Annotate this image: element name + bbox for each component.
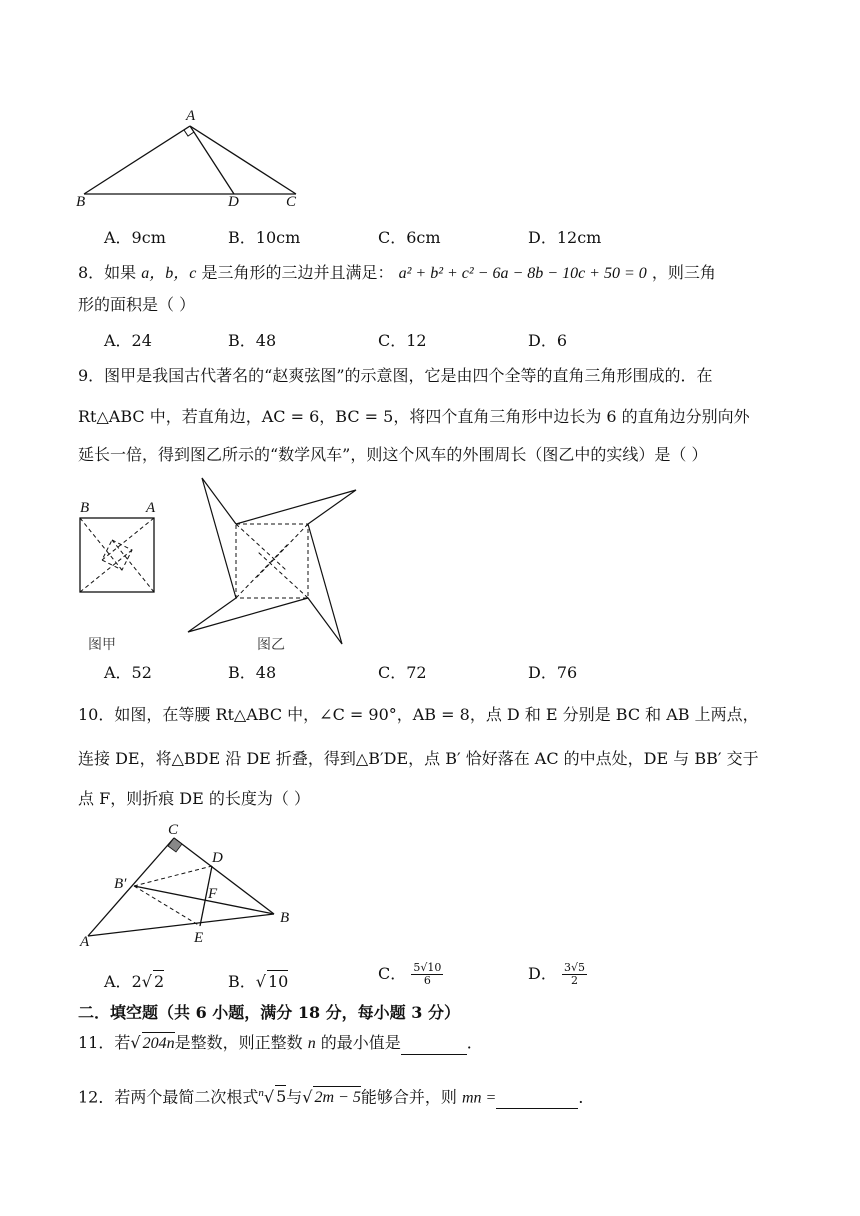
fig10-label-E: E	[194, 930, 204, 946]
q10-line-3: 点 F，则折痕 DE 的长度为（ ）	[78, 789, 310, 808]
label-B: B	[76, 194, 86, 210]
q8-option-d[interactable]: D．6	[528, 331, 568, 350]
fold-triangle-figure-q10	[78, 820, 298, 950]
fig10-label-A: A	[80, 934, 90, 950]
q8-option-a[interactable]: A．24	[104, 331, 152, 350]
fig10-label-D: D	[212, 850, 223, 866]
q7-option-b[interactable]: B．10cm	[228, 228, 301, 247]
math-windmill-diagram	[180, 474, 364, 650]
fig-jia-label-B: B	[80, 500, 90, 516]
q7-option-c[interactable]: C．6cm	[378, 228, 441, 247]
q8-option-c[interactable]: C．12	[378, 331, 427, 350]
q10-option-b[interactable]: B．√ 10	[228, 972, 289, 991]
fig10-label-B: B	[280, 910, 290, 926]
q10-line-2: 连接 DE，将△BDE 沿 DE 折叠，得到△B′DE，点 B′ 恰好落在 AC 的中点处，DE 与 BB′ 交于	[78, 749, 759, 768]
q11-answer-blank[interactable]	[401, 1032, 467, 1055]
section-2-heading: 二．填空题（共 6 小题，满分 18 分，每小题 3 分）	[78, 1003, 460, 1022]
q11-line: 11．若√ 204n是整数，则正整数 n 的最小值是 ．	[78, 1032, 483, 1055]
zhao-shuang-diagram	[78, 516, 158, 596]
q10-option-a[interactable]: A．2√ 2	[104, 972, 165, 991]
q9-option-d[interactable]: D．76	[528, 663, 578, 682]
q9-option-c[interactable]: C．72	[378, 663, 427, 682]
q8-equation: a² + b² + c² − 6a − 8b − 10c + 50 = 0	[398, 265, 647, 282]
q9-line-1: 9．图甲是我国古代著名的“赵爽弦图”的示意图，它是由四个全等的直角三角形围成的．在	[78, 366, 713, 385]
label-D: D	[228, 194, 239, 210]
fig10-label-F: F	[208, 886, 218, 902]
q10-line-1: 10．如图，在等腰 Rt△ABC 中，∠C = 90°，AB = 8，点 D 和 E 分别是 BC 和 AB 上两点，	[78, 705, 759, 724]
q7-option-d[interactable]: D．12cm	[528, 228, 602, 247]
q8-option-b[interactable]: B．48	[228, 331, 277, 350]
q10-option-d-fraction: $\frac{3√5}{2}$	[563, 961, 585, 987]
q9-line-3: 延长一倍，得到图乙所示的“数学风车”，则这个风车的外围周长（图乙中的实线）是（ ）	[78, 445, 708, 464]
q9-option-a[interactable]: A．52	[104, 663, 152, 682]
q9-option-b[interactable]: B．48	[228, 663, 277, 682]
fig-jia-label-A: A	[146, 500, 156, 516]
q9-line-2: Rt△ABC 中，若直角边，AC = 6，BC = 5，将四个直角三角形中边长为 6 的直角边分别向外	[78, 407, 750, 426]
q10-option-c-fraction: $\frac{5√10}{6}$	[413, 961, 442, 987]
q8-line-1: 8．如果 a，b，c 是三角形的三边并且满足： a² + b² + c² − 6a − 8b − 10c + 50 = 0 ，则三角	[78, 263, 716, 282]
q10-option-d[interactable]: D． $\frac{3√5}{2}$	[528, 961, 585, 987]
fig-jia-caption: 图甲	[88, 637, 116, 653]
label-A: A	[186, 108, 196, 124]
label-C: C	[286, 194, 297, 210]
fig10-label-B1: B′	[114, 876, 127, 892]
q12-answer-blank[interactable]	[496, 1086, 578, 1109]
fig-yi-caption: 图乙	[257, 637, 285, 653]
q12-line: 12．若两个最简二次根式$^n$√ 5与√ 2m − 5能够合并，则 mn = ．	[78, 1082, 594, 1109]
q8-line-2: 形的面积是（ ）	[78, 295, 196, 314]
fig10-label-C: C	[168, 822, 179, 838]
q7-option-a[interactable]: A．9cm	[104, 228, 166, 247]
q10-option-c[interactable]: C． $\frac{5√10}{6}$	[378, 961, 442, 987]
